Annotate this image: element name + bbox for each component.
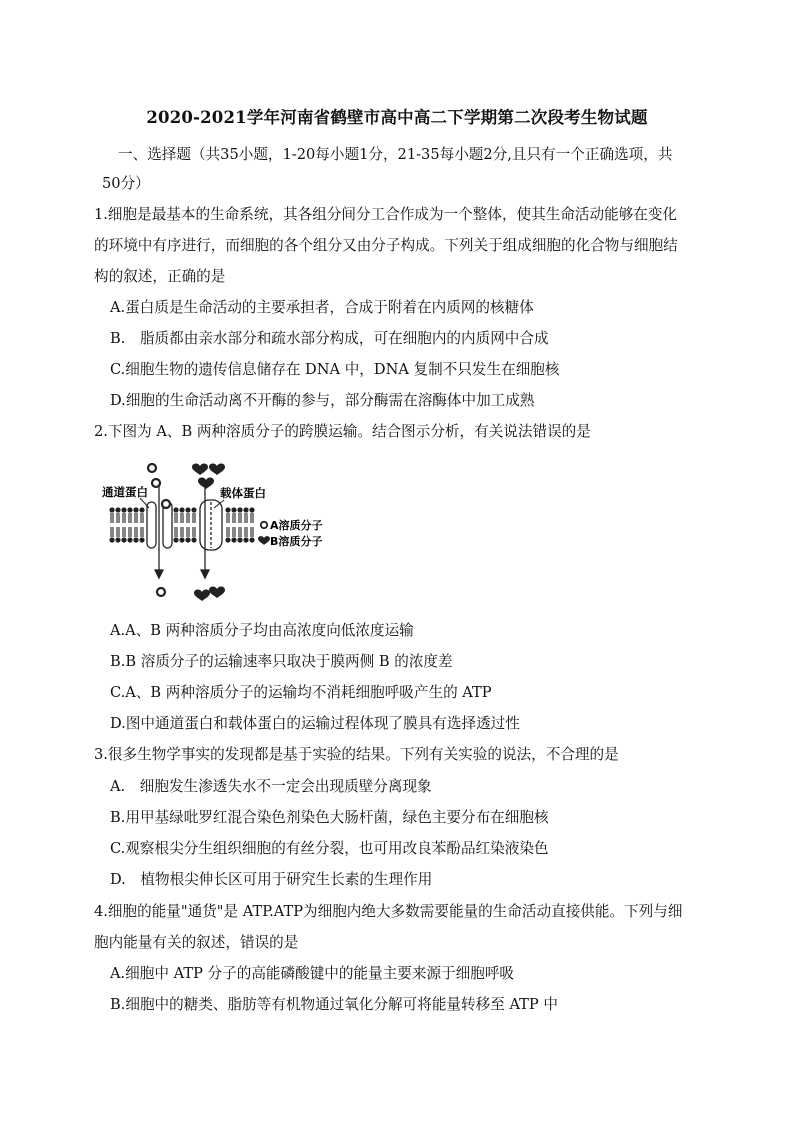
legend-b-label: B溶质分子 (270, 535, 323, 548)
phospholipid-bilayer (109, 507, 254, 542)
q4-stem: 4.细胞的能量"通货"是 ATP.ATP为细胞内绝大多数需要能量的生命活动直接供能。下列与细 (94, 903, 683, 920)
q1-option-c: C.细胞生物的遗传信息储存在 DNA 中，DNA 复制不只发生在细胞核 (110, 361, 560, 378)
q2-option-c: C.A、B 两种溶质分子的运输均不消耗细胞呼吸产生的 ATP (110, 684, 492, 701)
q4-option-a: A.细胞中 ATP 分子的高能磷酸键中的能量主要来源于细胞呼吸 (110, 965, 515, 982)
section-heading-cont: 50分） (102, 175, 150, 192)
page-title: 2020-2021学年河南省鹤壁市高中高二下学期第二次段考生物试题 (146, 108, 648, 127)
carrier-protein-label: 载体蛋白 (220, 486, 266, 500)
channel-protein-label: 通道蛋白 (102, 485, 148, 499)
q3-stem: 3.很多生物学事实的发现都是基于实验的结果。下列有关实验的说法，不合理的是 (94, 746, 619, 763)
q2-option-b: B.B 溶质分子的运输速率只取决于膜两侧 B 的浓度差 (110, 653, 453, 670)
q3-option-d: D. 植物根尖伸长区可用于研究生长素的生理作用 (110, 871, 433, 888)
q3-option-c: C.观察根尖分生组织细胞的有丝分裂，也可用改良苯酚品红染液染色 (110, 840, 549, 857)
q3-option-a: A. 细胞发生渗透失水不一定会出现质壁分离现象 (110, 778, 432, 795)
q2-option-d: D.图中通道蛋白和载体蛋白的运输过程体现了膜具有选择透过性 (110, 715, 520, 732)
q4-option-b: B.细胞中的糖类、脂肪等有机物通过氧化分解可将能量转移至 ATP 中 (110, 996, 558, 1013)
q3-option-b: B.用甲基绿吡罗红混合染色剂染色大肠杆菌，绿色主要分布在细胞核 (110, 809, 549, 826)
q1-option-d: D.细胞的生命活动离不开酶的参与，部分酶需在溶酶体中加工成熟 (110, 392, 535, 409)
carrier-protein (200, 500, 222, 550)
q1-stem: 的环境中有序进行，而细胞的各个组分又由分子构成。下列关于组成细胞的化合物与细胞结 (94, 237, 678, 254)
membrane-transport-figure (100, 452, 360, 612)
q1-option-b: B. 脂质都由亲水部分和疏水部分构成，可在细胞内的内质网中合成 (110, 330, 549, 347)
q4-stem: 胞内能量有关的叙述，错误的是 (94, 934, 299, 951)
q2-stem: 2.下图为 A、B 两种溶质分子的跨膜运输。结合图示分析，有关说法错误的是 (94, 423, 591, 440)
section-heading: 一、选择题（共35小题，1-20每小题1分，21-35每小题2分,且只有一个正确选项，共 (118, 146, 673, 163)
q1-option-a: A.蛋白质是生命活动的主要承担者，合成于附着在内质网的核糖体 (110, 299, 534, 316)
q2-option-a: A.A、B 两种溶质分子均由高浓度向低浓度运输 (110, 622, 414, 639)
q1-stem: 构的叙述，正确的是 (94, 268, 226, 285)
legend-a-label: A溶质分子 (270, 519, 323, 532)
q1-stem: 1.细胞是最基本的生命系统，其各组分间分工合作成为一个整体，使其生命活动能够在变化 (94, 206, 678, 223)
